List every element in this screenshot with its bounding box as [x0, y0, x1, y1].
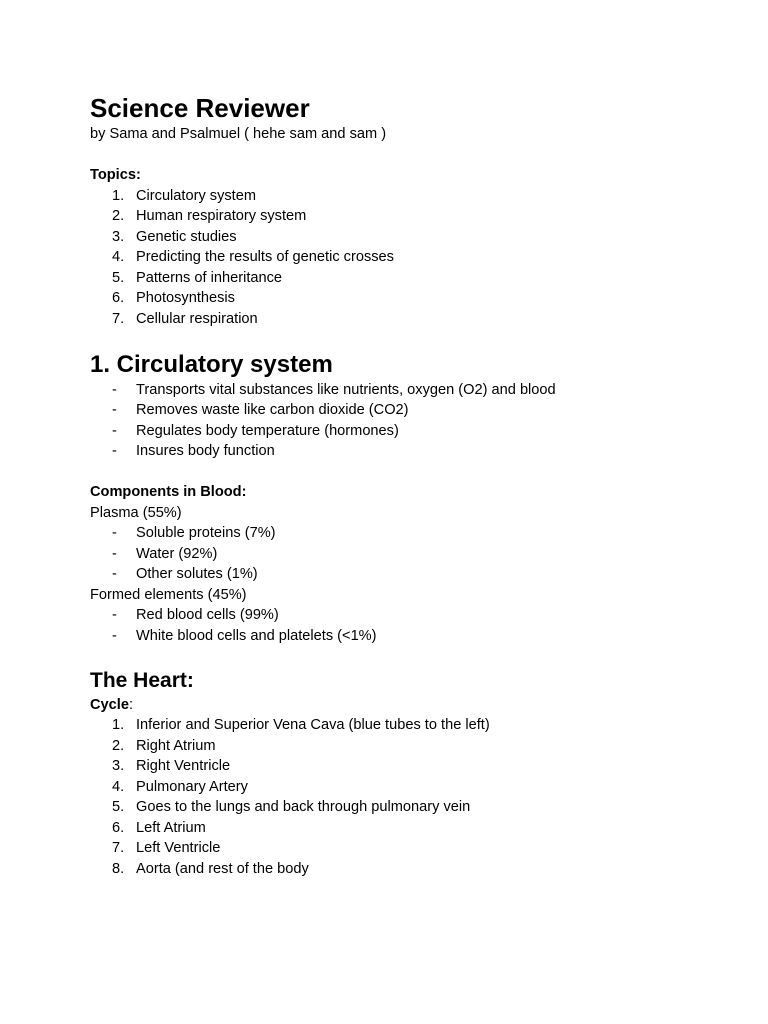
step-text: Inferior and Superior Vena Cava (blue tubes to the left) [136, 717, 490, 733]
list-item [90, 564, 730, 585]
list-item [90, 544, 730, 565]
topic-text: Patterns of inheritance [136, 269, 283, 286]
dash-marker: - [112, 545, 117, 562]
dash-marker: - [112, 607, 117, 623]
list-item [90, 227, 730, 248]
list-item [90, 421, 730, 442]
heart-cycle-list [90, 715, 730, 879]
list-number: 8. [112, 860, 125, 877]
bullet-text: Soluble proteins (7%) [136, 525, 276, 541]
list-number: 3. [112, 758, 125, 774]
plasma-list [90, 523, 730, 585]
topic-text: Photosynthesis [136, 290, 235, 306]
section-heading-heart: The Heart: [90, 668, 194, 692]
dash-marker: - [112, 422, 117, 439]
list-item [90, 838, 730, 859]
list-item [90, 736, 730, 757]
cycle-label-colon: : [128, 696, 134, 713]
list-item [90, 309, 730, 330]
list-number: 5. [112, 269, 125, 286]
list-item [90, 605, 730, 626]
dash-marker: - [112, 402, 117, 418]
list-number: 5. [112, 799, 125, 815]
list-number: 7. [112, 310, 125, 327]
topic-text: Human respiratory system [136, 208, 307, 224]
list-item [90, 715, 730, 736]
list-item [90, 247, 730, 268]
topic-text: Predicting the results of genetic crosses [136, 249, 394, 265]
document-byline: by Sama and Psalmuel ( hehe sam and sam ) [90, 126, 387, 142]
list-number: 1. [112, 717, 125, 733]
step-text: Left Ventricle [136, 840, 221, 856]
document-title: Science Reviewer [90, 93, 310, 123]
list-number: 3. [112, 228, 125, 245]
topic-text: Circulatory system [136, 187, 257, 204]
list-number: 6. [112, 819, 125, 836]
bullet-text: Red blood cells (99%) [136, 607, 279, 623]
bullet-text: Regulates body temperature (hormones) [136, 422, 399, 439]
list-item [90, 441, 730, 462]
dash-marker: - [112, 525, 117, 541]
list-item [90, 523, 730, 544]
list-item [90, 756, 730, 777]
list-number: 2. [112, 208, 125, 224]
components-label: Components in Blood: [90, 484, 247, 500]
topics-list [90, 186, 730, 330]
cycle-label [90, 695, 730, 716]
list-item [90, 859, 730, 880]
list-number: 2. [112, 737, 125, 754]
list-number: 6. [112, 290, 125, 306]
plasma-label: Plasma (55%) [90, 504, 182, 521]
bullet-text: Other solutes (1%) [136, 566, 258, 582]
dash-marker: - [112, 627, 117, 644]
list-item [90, 380, 730, 401]
list-number: 4. [112, 778, 125, 795]
list-item [90, 186, 730, 207]
section-heading-circulatory: 1. Circulatory system [90, 350, 333, 378]
cycle-label-text: Cycle [90, 696, 129, 713]
list-number: 4. [112, 249, 125, 265]
list-number: 1. [112, 187, 125, 204]
dash-marker: - [112, 566, 117, 582]
list-item [90, 626, 730, 647]
spacer [90, 329, 730, 350]
bullet-text: Transports vital substances like nutrients, oxygen (O2) and blood [136, 381, 556, 398]
list-item [90, 797, 730, 818]
step-text: Right Atrium [136, 737, 216, 754]
step-text: Aorta (and rest of the body [136, 860, 309, 877]
step-text: Right Ventricle [136, 758, 231, 774]
bullet-text: Removes waste like carbon dioxide (CO2) [136, 402, 409, 418]
topics-label: Topics: [90, 167, 141, 183]
step-text: Goes to the lungs and back through pulmonary vein [136, 799, 471, 815]
list-item [90, 777, 730, 798]
formed-elements-list [90, 605, 730, 646]
list-item [90, 206, 730, 227]
bullet-text: Water (92%) [136, 545, 218, 562]
dash-marker: - [112, 443, 117, 459]
bullet-text: Insures body function [136, 443, 275, 459]
spacer [90, 145, 730, 166]
topic-text: Genetic studies [136, 228, 237, 245]
spacer [90, 646, 730, 667]
spacer [90, 462, 730, 483]
dash-marker: - [112, 381, 117, 398]
step-text: Pulmonary Artery [136, 778, 248, 795]
document-page [90, 92, 730, 879]
list-item [90, 400, 730, 421]
circulatory-bullets [90, 380, 730, 462]
topic-text: Cellular respiration [136, 310, 258, 327]
list-item [90, 818, 730, 839]
formed-elements-label: Formed elements (45%) [90, 586, 247, 603]
step-text: Left Atrium [136, 819, 206, 836]
list-number: 7. [112, 840, 125, 856]
bullet-text: White blood cells and platelets (<1%) [136, 627, 377, 644]
list-item [90, 288, 730, 309]
list-item [90, 268, 730, 289]
